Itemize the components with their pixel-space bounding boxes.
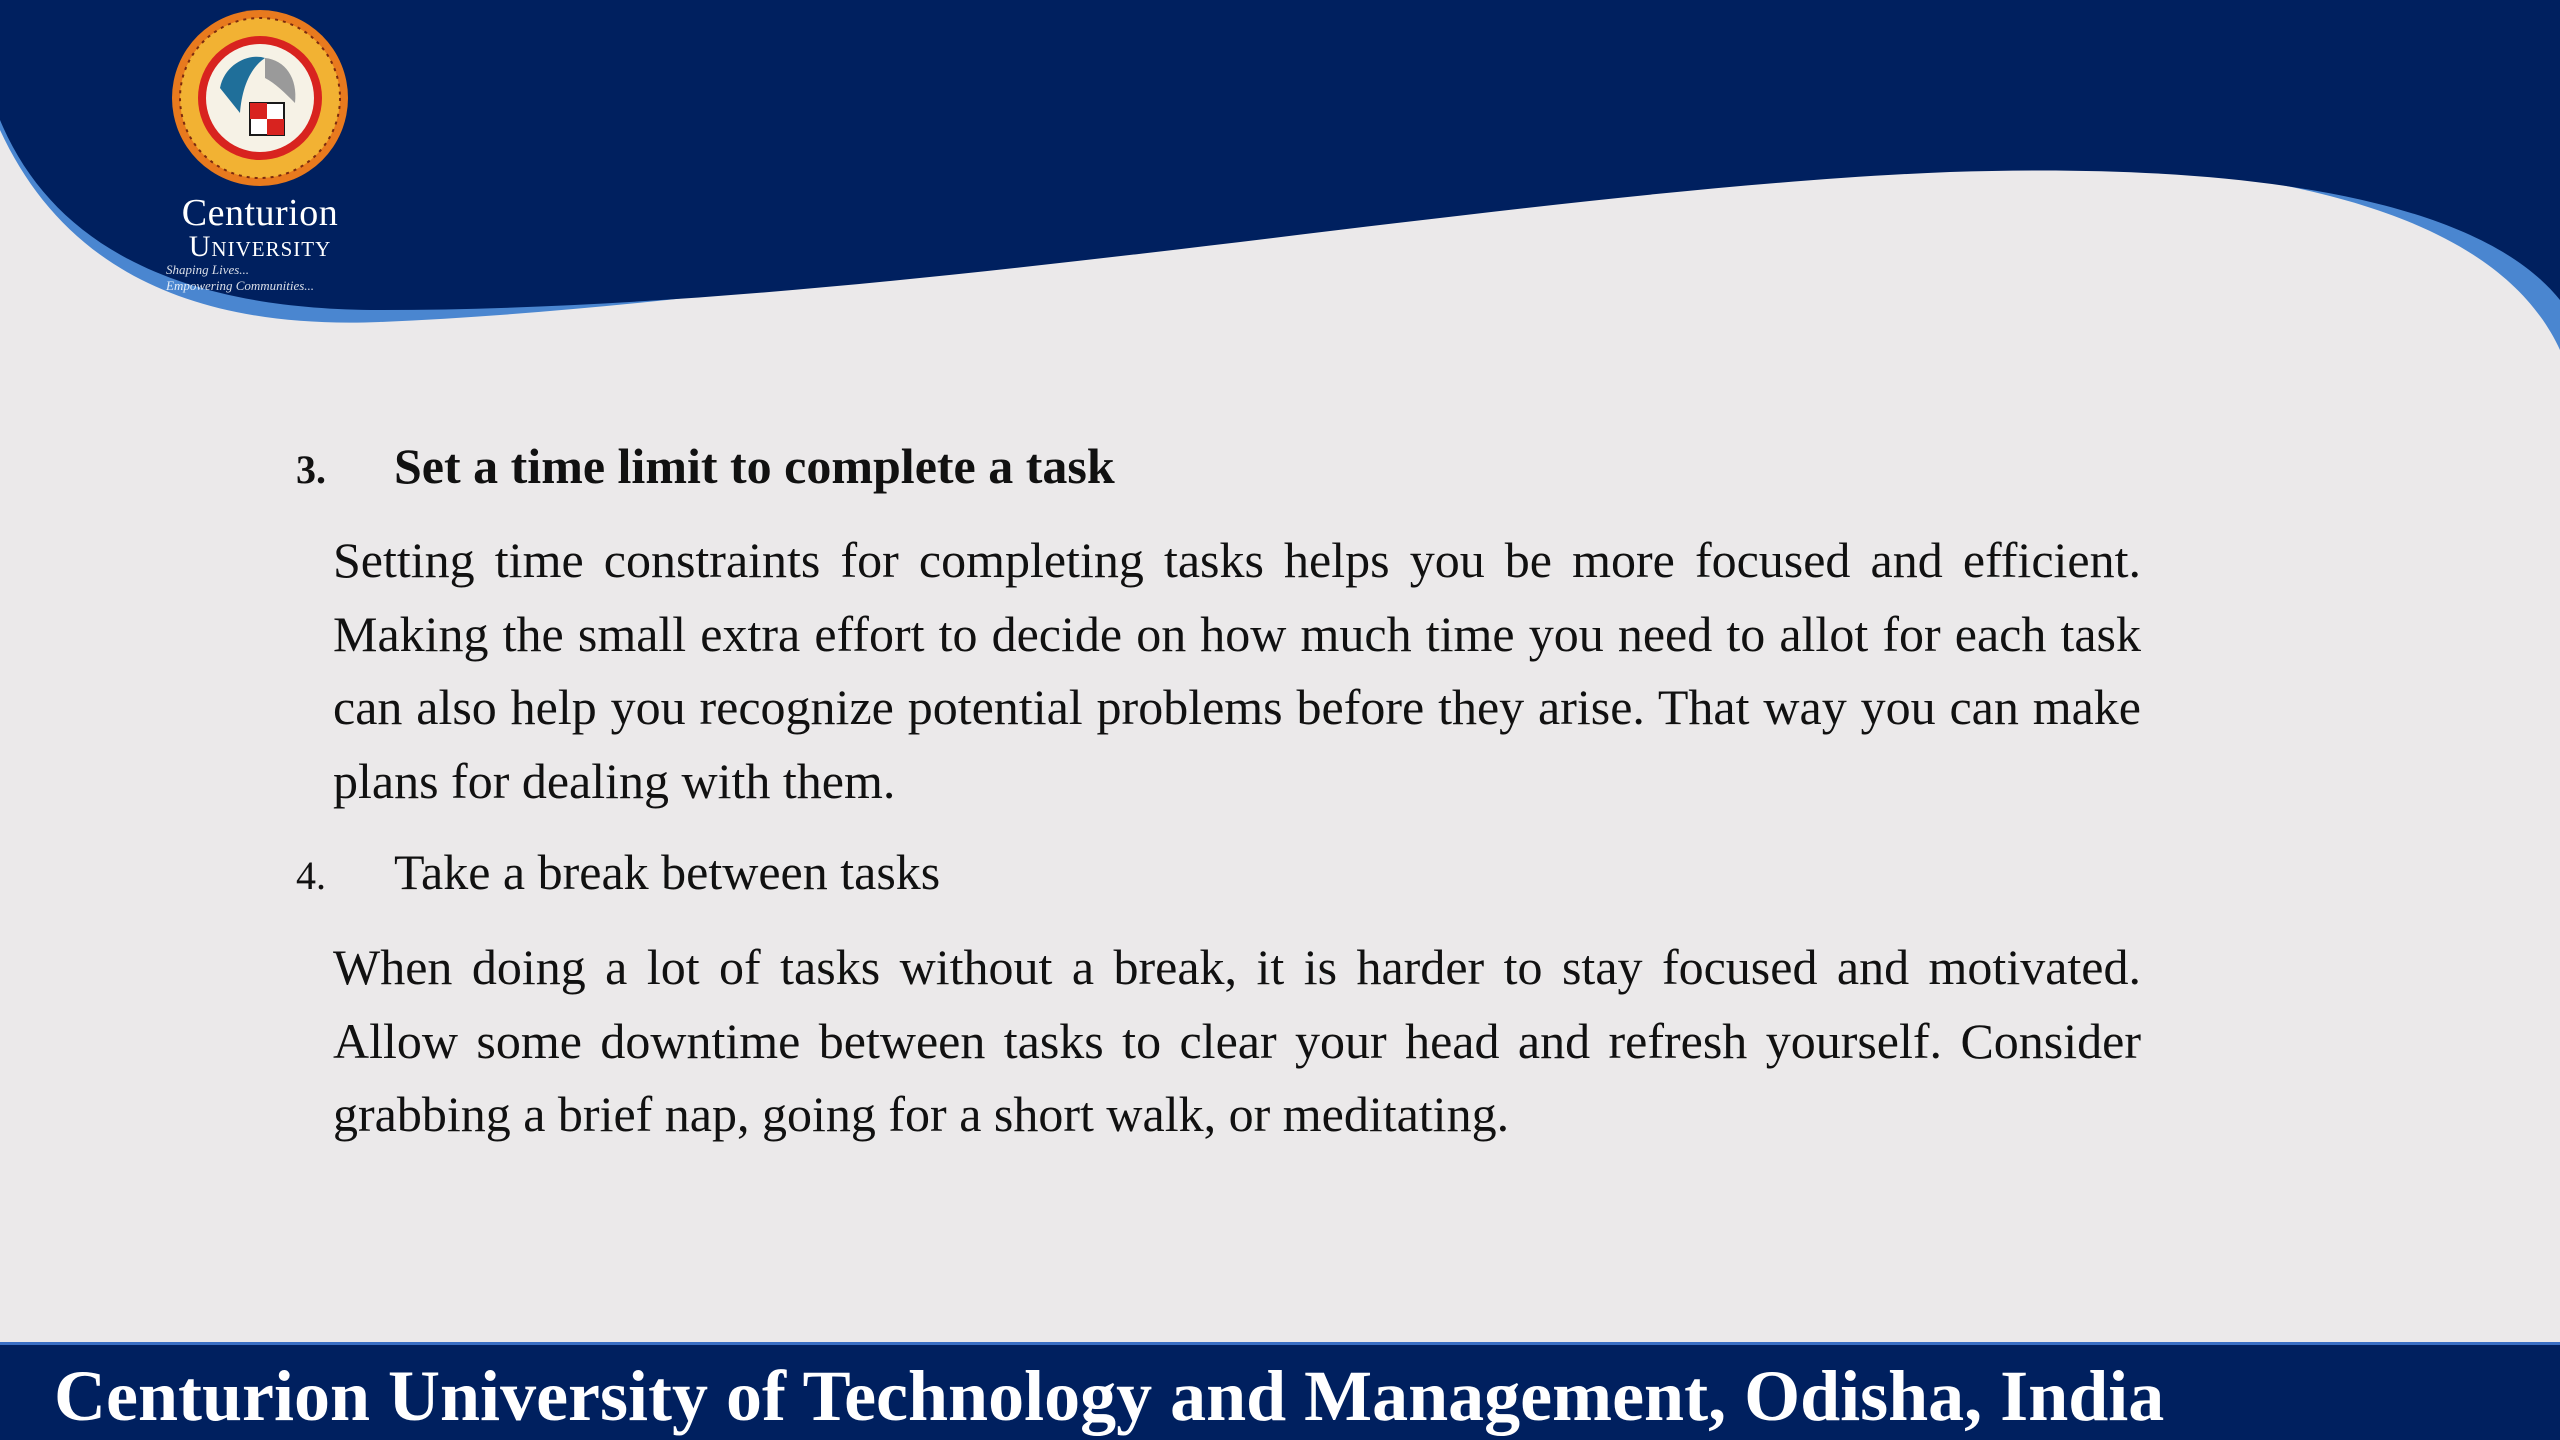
logo-university: University: [188, 230, 332, 263]
item-3-heading: [296, 436, 1115, 500]
header-wave-banner: [0, 0, 2560, 380]
logo-tagline-2: Empowering Communities...: [166, 278, 315, 293]
item-4-body: When doing a lot of tasks without a break, it is harder to stay focused and motivated. Allow some downtime between tasks to clear your head and refresh yourself. Consider grabbing a brief nap, going for a short walk, or meditating.: [333, 939, 2141, 1142]
item-3-body: Setting time constraints for completing tasks helps you be more focused and efficient. Making the small extra effort to decide on how much time you need to allot for each task can also help you recognize potential problems before they arise. That way you can make plans for dealing with them.: [333, 532, 2141, 809]
item-4-title: Take a break between tasks: [394, 844, 941, 900]
item-3-title: Set a time limit to complete a task: [394, 438, 1115, 494]
item-3-number: 3.: [296, 447, 326, 492]
logo-name: Centurion: [181, 192, 339, 234]
logo-tagline-1: Shaping Lives...: [166, 262, 250, 277]
item-4-heading: [296, 842, 940, 906]
footer-bar: [0, 1342, 2560, 1440]
footer-text: Centurion University of Technology and Management, Odisha, India: [54, 1356, 2165, 1436]
university-logo: [160, 8, 360, 294]
item-4-number: 4.: [296, 853, 326, 898]
university-seal-icon: [170, 8, 350, 188]
